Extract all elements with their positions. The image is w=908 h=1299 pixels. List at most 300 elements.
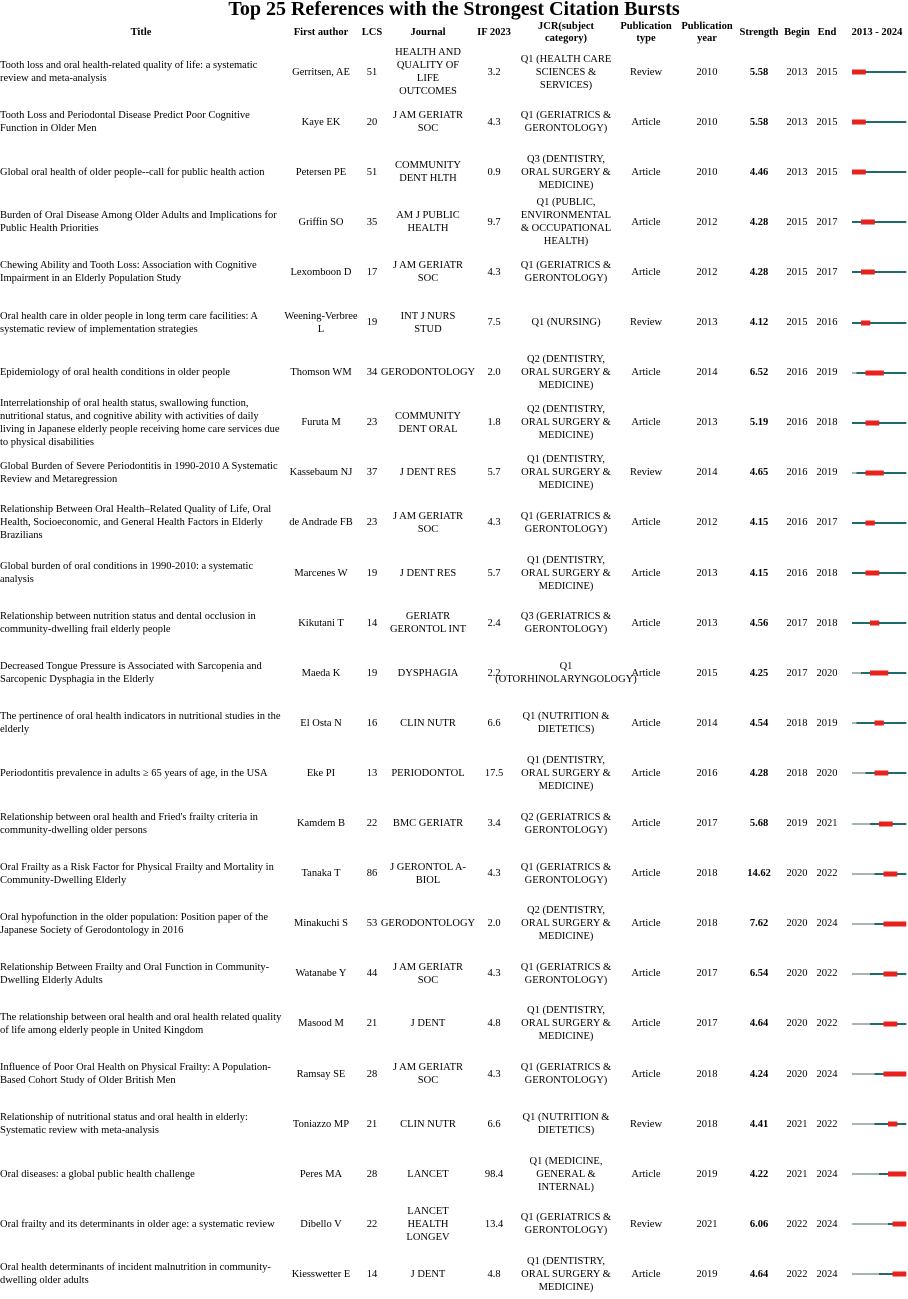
- cell-end: 2024: [816, 1218, 838, 1230]
- burst-segment: [897, 1172, 902, 1177]
- cell-jcr: Q1 (NUTRITION & DIETETICS): [522, 711, 610, 736]
- cell-jcr: Q1 (DENTISTRY, ORAL SURGERY & MEDICINE): [521, 1255, 611, 1293]
- timeline-segment: [897, 572, 902, 574]
- burst-segment: [866, 420, 871, 425]
- cell-if: 2.4: [487, 617, 501, 629]
- timeline-segment: [852, 823, 857, 825]
- cell-begin: 2016: [786, 517, 808, 529]
- cell-if: 17.5: [484, 767, 504, 779]
- timeline-segment: [857, 271, 862, 273]
- timeline-segment: [866, 1073, 871, 1075]
- burst-segment: [870, 270, 875, 275]
- cell-title: Influence of Poor Oral Health on Physical Frailty: A Population-Based Cohort Study of Older British Men: [0, 1062, 271, 1086]
- cell-type: Review: [629, 467, 663, 479]
- cell-type: Article: [631, 517, 661, 529]
- timeline-segment: [866, 873, 871, 875]
- cell-year: 2017: [696, 818, 718, 829]
- cell-strength: 5.58: [749, 66, 769, 78]
- cell-year: 2010: [696, 166, 718, 178]
- burst-segment: [893, 871, 898, 876]
- timeline-segment: [866, 171, 871, 173]
- timeline-segment: [888, 322, 893, 324]
- timeline-segment: [879, 1123, 884, 1125]
- cell-strength: 4.56: [749, 617, 769, 629]
- timeline-segment: [897, 823, 902, 825]
- timeline-segment: [866, 772, 871, 774]
- cell-type: Article: [631, 1068, 661, 1080]
- cell-title: Chewing Ability and Tooth Loss: Association with Cognitive Impairment in an Elderly Population Study: [0, 260, 257, 285]
- timeline-segment: [857, 622, 862, 624]
- timeline-segment: [857, 1173, 862, 1175]
- burst-segment: [861, 220, 866, 225]
- burst-segment: [888, 971, 893, 976]
- timeline-segment: [866, 1023, 871, 1025]
- cell-author: Furuta M: [301, 417, 341, 429]
- timeline-segment: [888, 372, 893, 374]
- timeline-segment: [875, 71, 880, 73]
- cell-lcs: 34: [366, 367, 378, 379]
- cell-title: Relationship between nutrition status and dental occlusion in community-dwelling frail elderly people: [0, 611, 256, 636]
- cell-year: 2019: [696, 1168, 718, 1180]
- cell-lcs: 86: [366, 868, 378, 880]
- table-row: [0, 247, 908, 297]
- timeline-segment: [861, 973, 866, 975]
- timeline-segment: [857, 472, 862, 474]
- cell-strength: 4.64: [749, 1268, 769, 1280]
- cell-lcs: 51: [366, 166, 378, 178]
- burst-segment: [875, 370, 880, 375]
- cell-type: Article: [631, 918, 661, 930]
- cell-begin: 2020: [786, 868, 808, 880]
- cell-lcs: 19: [366, 567, 378, 579]
- timeline-segment: [852, 572, 857, 574]
- cell-strength: 4.54: [749, 717, 769, 729]
- burst-segment: [866, 270, 871, 275]
- cell-strength: 4.28: [749, 767, 769, 779]
- cell-title: Periodontitis prevalence in adults ≥ 65 years of age, in the USA: [0, 767, 268, 779]
- timeline-segment: [852, 1123, 857, 1125]
- cell-jcr: Q2 (DENTISTRY, ORAL SURGERY & MEDICINE): [521, 354, 611, 392]
- cell-lcs: 23: [366, 517, 378, 529]
- cell-type: Article: [631, 617, 661, 629]
- burst-timeline: [852, 398, 906, 448]
- timeline-segment: [879, 923, 884, 925]
- cell-begin: 2019: [786, 818, 808, 829]
- burst-segment: [861, 170, 866, 175]
- table-row: [0, 1249, 908, 1299]
- cell-lcs: 28: [366, 1068, 378, 1080]
- table-row: [0, 548, 908, 598]
- cell-author: Kiesswetter E: [291, 1268, 351, 1280]
- cell-journal: LANCET: [407, 1168, 449, 1180]
- burst-segment: [852, 70, 857, 75]
- cell-jcr: Q1 (NUTRITION & DIETETICS): [522, 1112, 610, 1137]
- burst-timeline: [852, 147, 906, 197]
- cell-lcs: 16: [366, 717, 378, 729]
- cell-jcr: Q1 (NURSING): [531, 317, 601, 328]
- header-author: First author: [293, 27, 349, 38]
- cell-jcr: Q1 (DENTISTRY, ORAL SURGERY & MEDICINE): [521, 754, 611, 792]
- cell-end: 2021: [816, 818, 838, 829]
- cell-end: 2022: [816, 1018, 838, 1030]
- timeline-segment: [902, 171, 907, 173]
- burst-segment: [870, 671, 875, 676]
- burst-segment: [870, 420, 875, 425]
- burst-segment: [902, 1222, 907, 1227]
- header-year: Publication year: [681, 21, 733, 44]
- cell-year: 2010: [696, 66, 718, 78]
- cell-jcr: Q1 (OTORHINOLARYNGOLOGY): [495, 661, 637, 686]
- table-row: [0, 1149, 908, 1199]
- timeline-segment: [902, 823, 907, 825]
- cell-type: Article: [631, 266, 661, 278]
- burst-segment: [897, 1072, 902, 1077]
- header-title: Title: [130, 27, 152, 38]
- timeline-segment: [884, 572, 889, 574]
- cell-jcr: Q1 (GERIATRICS & GERONTOLOGY): [520, 1062, 612, 1086]
- burst-segment: [902, 1272, 907, 1277]
- cell-title: Relationship between oral health and Fried's frailty criteria in community-dwelling older persons: [0, 811, 258, 836]
- timeline-segment: [879, 973, 884, 975]
- cell-begin: 2015: [786, 216, 808, 228]
- cell-if: 4.8: [487, 1268, 501, 1280]
- cell-begin: 2020: [786, 968, 808, 980]
- timeline-segment: [888, 71, 893, 73]
- cell-end: 2015: [816, 116, 838, 128]
- timeline-segment: [857, 221, 862, 223]
- burst-segment: [861, 320, 866, 325]
- cell-author: Toniazzo MP: [292, 1118, 350, 1130]
- timeline-segment: [879, 422, 884, 424]
- cell-journal: J AM GERIATR SOC: [392, 110, 463, 135]
- table-row: [0, 1099, 908, 1149]
- timeline-segment: [879, 322, 884, 324]
- timeline-segment: [861, 1073, 866, 1075]
- timeline-segment: [897, 1123, 902, 1125]
- burst-segment: [870, 520, 875, 525]
- burst-timeline: [852, 1149, 906, 1199]
- timeline-segment: [861, 1123, 866, 1125]
- cell-author: Griffin SO: [298, 216, 344, 228]
- cell-begin: 2017: [786, 617, 808, 629]
- timeline-segment: [852, 221, 857, 223]
- burst-segment: [861, 120, 866, 125]
- cell-begin: 2020: [786, 1018, 808, 1030]
- timeline-segment: [861, 672, 866, 674]
- cell-type: Article: [631, 968, 661, 980]
- timeline-segment: [879, 1073, 884, 1075]
- timeline-segment: [879, 522, 884, 524]
- cell-jcr: Q3 (DENTISTRY, ORAL SURGERY & MEDICINE): [521, 153, 611, 191]
- timeline-segment: [902, 271, 907, 273]
- cell-begin: 2020: [786, 1068, 808, 1080]
- cell-author: de Andrade FB: [289, 517, 353, 529]
- burst-segment: [875, 470, 880, 475]
- timeline-segment: [866, 1173, 871, 1175]
- cell-jcr: Q1 (DENTISTRY, ORAL SURGERY & MEDICINE): [521, 554, 611, 592]
- burst-segment: [879, 721, 884, 726]
- cell-strength: 5.19: [749, 417, 769, 429]
- timeline-segment: [875, 1173, 880, 1175]
- timeline-segment: [893, 271, 898, 273]
- timeline-segment: [852, 772, 857, 774]
- timeline-segment: [902, 973, 907, 975]
- cell-author: Ramsay SE: [296, 1068, 346, 1080]
- cell-begin: 2013: [786, 116, 808, 128]
- burst-segment: [897, 921, 902, 926]
- timeline-segment: [861, 522, 866, 524]
- cell-journal: GERIATR GERONTOL INT: [389, 611, 467, 636]
- cell-if: 2.0: [487, 367, 501, 379]
- cell-jcr: Q1 (GERIATRICS & GERONTOLOGY): [520, 260, 612, 285]
- timeline-segment: [884, 472, 889, 474]
- timeline-segment: [897, 221, 902, 223]
- cell-year: 2017: [696, 1018, 718, 1030]
- cell-jcr: Q1 (GERIATRICS & GERONTOLOGY): [520, 510, 612, 535]
- cell-journal: J AM GERIATR SOC: [392, 961, 463, 986]
- cell-strength: 7.62: [749, 918, 769, 930]
- burst-segment: [893, 921, 898, 926]
- timeline-segment: [857, 1273, 862, 1275]
- cell-jcr: Q2 (GERIATRICS & GERONTOLOGY): [520, 811, 612, 836]
- header-begin: Begin: [784, 27, 810, 38]
- timeline-segment: [875, 1123, 880, 1125]
- cell-strength: 4.15: [749, 567, 769, 579]
- timeline-segment: [879, 121, 884, 123]
- cell-journal: BMC GERIATR: [392, 818, 464, 829]
- burst-segment: [852, 120, 857, 125]
- burst-segment: [866, 470, 871, 475]
- timeline-segment: [893, 322, 898, 324]
- timeline-segment: [857, 422, 862, 424]
- timeline-segment: [857, 322, 862, 324]
- cell-author: Dibello V: [300, 1218, 342, 1230]
- header-strength: Strength: [739, 27, 779, 38]
- cell-jcr: Q1 (GERIATRICS & GERONTOLOGY): [520, 861, 612, 886]
- cell-type: Article: [631, 667, 661, 679]
- timeline-segment: [870, 923, 875, 925]
- cell-journal: HEALTH AND QUALITY OF LIFE OUTCOMES: [395, 47, 461, 97]
- cell-year: 2015: [696, 667, 718, 679]
- header-if: IF 2023: [477, 27, 511, 38]
- timeline-segment: [893, 722, 898, 724]
- cell-if: 4.3: [487, 1068, 501, 1080]
- timeline-segment: [902, 221, 907, 223]
- timeline-segment: [861, 622, 866, 624]
- cell-year: 2018: [696, 918, 718, 930]
- timeline-segment: [861, 1223, 866, 1225]
- cell-if: 5.7: [487, 467, 501, 479]
- timeline-segment: [897, 71, 902, 73]
- cell-begin: 2013: [786, 166, 808, 178]
- burst-segment: [893, 1021, 898, 1026]
- table-row: [0, 1199, 908, 1249]
- timeline-segment: [902, 472, 907, 474]
- cell-journal: INT J NURS STUD: [400, 310, 456, 335]
- burst-timeline: [852, 197, 906, 247]
- timeline-segment: [870, 322, 875, 324]
- cell-journal: J AM GERIATR SOC: [392, 260, 463, 285]
- cell-type: Review: [629, 317, 663, 328]
- timeline-segment: [893, 221, 898, 223]
- cell-title: Oral frailty and its determinants in older age: a systematic review: [0, 1218, 275, 1230]
- cell-journal: COMMUNITY DENT HLTH: [395, 160, 461, 185]
- cell-type: Review: [629, 1118, 663, 1130]
- cell-if: 3.2: [487, 66, 501, 78]
- cell-year: 2016: [696, 767, 718, 779]
- burst-segment: [888, 821, 893, 826]
- cell-end: 2015: [816, 66, 838, 78]
- cell-title: Global burden of oral conditions in 1990-2010: a systematic analysis: [0, 561, 254, 585]
- cell-strength: 4.65: [749, 467, 769, 479]
- timeline-segment: [857, 1223, 862, 1225]
- timeline-segment: [879, 71, 884, 73]
- cell-lcs: 19: [366, 317, 378, 328]
- timeline-segment: [866, 71, 871, 73]
- timeline-segment: [861, 572, 866, 574]
- burst-timeline: [852, 348, 906, 398]
- table-row: [0, 999, 908, 1049]
- cell-begin: 2016: [786, 467, 808, 479]
- burst-segment: [888, 871, 893, 876]
- cell-strength: 5.68: [749, 818, 769, 829]
- cell-journal: J GERONTOL A-BIOL: [390, 861, 466, 886]
- table-row: [0, 398, 908, 448]
- timeline-segment: [852, 271, 857, 273]
- timeline-segment: [902, 71, 907, 73]
- header-journal: Journal: [410, 27, 446, 38]
- timeline-segment: [852, 672, 857, 674]
- cell-if: 9.7: [487, 216, 501, 228]
- timeline-segment: [861, 923, 866, 925]
- timeline-segment: [888, 722, 893, 724]
- burst-segment: [879, 771, 884, 776]
- burst-segment: [861, 270, 866, 275]
- cell-begin: 2015: [786, 317, 808, 328]
- timeline-segment: [852, 522, 857, 524]
- cell-begin: 2022: [786, 1218, 808, 1230]
- cell-year: 2012: [696, 517, 718, 529]
- timeline-segment: [852, 372, 857, 374]
- cell-if: 4.3: [487, 517, 501, 529]
- timeline-segment: [897, 322, 902, 324]
- table-row: [0, 298, 908, 348]
- cell-year: 2014: [696, 367, 718, 379]
- burst-segment: [884, 971, 889, 976]
- cell-author: Petersen PE: [295, 166, 347, 178]
- timeline-segment: [852, 1223, 857, 1225]
- timeline-segment: [861, 722, 866, 724]
- burst-segment: [897, 1222, 902, 1227]
- burst-segment: [857, 70, 862, 75]
- cell-end: 2022: [816, 868, 838, 880]
- table-row: [0, 598, 908, 648]
- timeline-segment: [857, 522, 862, 524]
- header-end: End: [817, 27, 837, 38]
- cell-if: 4.3: [487, 968, 501, 980]
- burst-segment: [888, 1072, 893, 1077]
- timeline-segment: [861, 1173, 866, 1175]
- cell-if: 4.3: [487, 868, 501, 880]
- header-range: 2013 - 2024: [851, 27, 903, 38]
- table-row: [0, 949, 908, 999]
- cell-author: Gerritsen, AE: [292, 66, 350, 78]
- cell-if: 2.2: [487, 667, 501, 679]
- cell-title: Oral Frailty as a Risk Factor for Physical Frailty and Mortality in Community-Dwelling Elderly: [0, 861, 274, 886]
- timeline-segment: [852, 722, 857, 724]
- cell-begin: 2015: [786, 266, 808, 278]
- cell-author: Marcenes W: [294, 567, 348, 579]
- cell-end: 2018: [816, 617, 838, 629]
- cell-begin: 2021: [786, 1168, 808, 1180]
- cell-begin: 2013: [786, 66, 808, 78]
- cell-type: Article: [631, 216, 661, 228]
- timeline-segment: [893, 522, 898, 524]
- cell-strength: 5.58: [749, 116, 769, 128]
- cell-begin: 2018: [786, 767, 808, 779]
- cell-journal: J AM GERIATR SOC: [392, 510, 463, 535]
- timeline-segment: [852, 1023, 857, 1025]
- burst-segment: [870, 220, 875, 225]
- cell-lcs: 14: [366, 1268, 378, 1280]
- cell-year: 2018: [696, 1068, 718, 1080]
- timeline-segment: [866, 722, 871, 724]
- burst-segment: [879, 370, 884, 375]
- timeline-segment: [879, 1023, 884, 1025]
- timeline-segment: [866, 923, 871, 925]
- timeline-segment: [897, 772, 902, 774]
- burst-segment: [870, 571, 875, 576]
- timeline-segment: [884, 171, 889, 173]
- timeline-segment: [866, 973, 871, 975]
- cell-type: Review: [629, 66, 663, 78]
- cell-lcs: 28: [366, 1168, 378, 1180]
- burst-segment: [888, 1122, 893, 1127]
- timeline-segment: [879, 873, 884, 875]
- cell-jcr: Q1 (HEALTH CARE SCIENCES & SERVICES): [520, 53, 612, 91]
- burst-timeline: [852, 1199, 906, 1249]
- timeline-segment: [866, 1123, 871, 1125]
- cell-end: 2018: [816, 567, 838, 579]
- cell-year: 2019: [696, 1268, 718, 1280]
- timeline-segment: [852, 472, 857, 474]
- timeline-segment: [902, 722, 907, 724]
- header-lcs: LCS: [361, 27, 383, 38]
- burst-segment: [893, 1122, 898, 1127]
- timeline-segment: [870, 973, 875, 975]
- timeline-segment: [879, 1223, 884, 1225]
- burst-timeline: [852, 448, 906, 498]
- cell-begin: 2022: [786, 1268, 808, 1280]
- burst-segment: [884, 871, 889, 876]
- timeline-segment: [884, 221, 889, 223]
- timeline-segment: [870, 1023, 875, 1025]
- table-row: [0, 97, 908, 147]
- cell-strength: 4.41: [749, 1118, 769, 1130]
- timeline-segment: [893, 422, 898, 424]
- cell-type: Article: [631, 166, 661, 178]
- burst-timeline: [852, 849, 906, 899]
- cell-if: 2.0: [487, 918, 501, 930]
- cell-if: 4.3: [487, 116, 501, 128]
- cell-jcr: Q1 (MEDICINE, GENERAL & INTERNAL): [529, 1155, 603, 1193]
- timeline-segment: [897, 271, 902, 273]
- timeline-segment: [875, 322, 880, 324]
- cell-begin: 2016: [786, 567, 808, 579]
- burst-timeline: [852, 1099, 906, 1149]
- timeline-segment: [852, 322, 857, 324]
- timeline-segment: [861, 1273, 866, 1275]
